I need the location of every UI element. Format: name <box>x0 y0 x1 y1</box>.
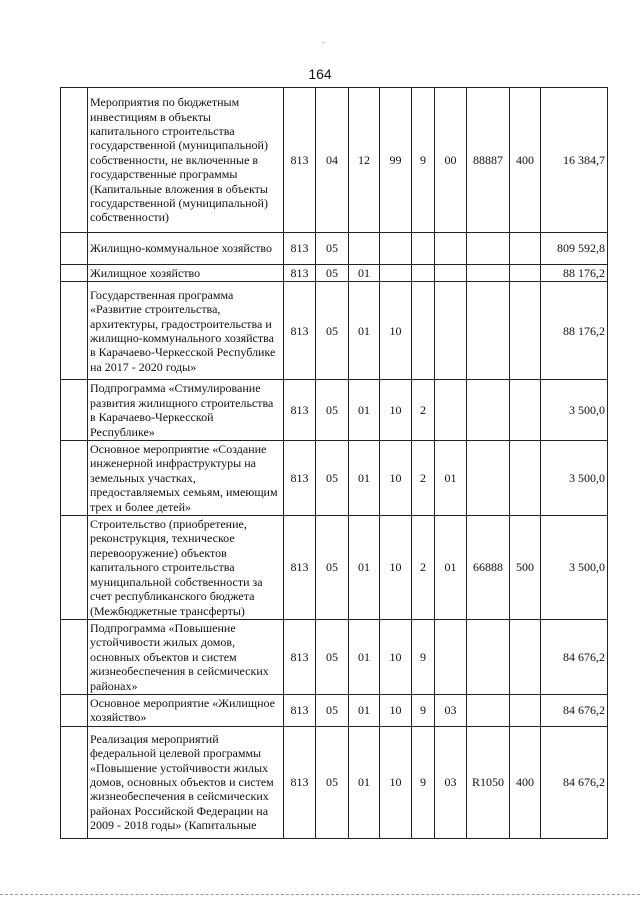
expense-type-cell: 400 <box>510 726 541 838</box>
program-code-cell: 10 <box>380 726 412 838</box>
expense-type-cell: 500 <box>510 516 541 620</box>
subprogram-code-cell <box>412 282 435 380</box>
subprogram-code-cell <box>412 265 435 282</box>
subsection-code-cell: 01 <box>349 726 380 838</box>
expense-type-cell <box>510 233 541 265</box>
direction-code-cell <box>467 619 510 694</box>
program-code-cell: 10 <box>380 282 412 380</box>
amount-cell: 84 676,2 <box>541 694 608 726</box>
section-code-cell: 05 <box>316 516 349 620</box>
row-number-cell <box>61 88 88 233</box>
amount-cell: 84 676,2 <box>541 726 608 838</box>
event-code-cell <box>435 380 467 441</box>
item-name-cell: Государственная программа «Развитие строительства, архитектуры, градостроительства и жилищно-коммунального хозяйства в Карачаево-Черкесской Республике на 2017 - 2020 годы» <box>88 282 284 380</box>
budget-table-body <box>61 88 608 839</box>
direction-code-cell: 66888 <box>467 516 510 620</box>
item-name-cell: Подпрограмма «Повышение устойчивости жилых домов, основных объектов и систем жизнеобеспечения в сейсмических районах» <box>88 619 284 694</box>
subsection-code-cell: 01 <box>349 441 380 516</box>
direction-code-cell <box>467 380 510 441</box>
event-code-cell: 01 <box>435 441 467 516</box>
section-code-cell: 05 <box>316 619 349 694</box>
subprogram-code-cell: 9 <box>412 619 435 694</box>
subsection-code-cell: 01 <box>349 282 380 380</box>
amount-cell: 16 384,7 <box>541 88 608 233</box>
ved-code-cell: 813 <box>284 282 316 380</box>
table-row <box>61 265 608 282</box>
row-number-cell <box>61 265 88 282</box>
ved-code-cell: 813 <box>284 233 316 265</box>
ved-code-cell: 813 <box>284 441 316 516</box>
subprogram-code-cell <box>412 233 435 265</box>
page-number: 164 <box>308 66 332 82</box>
item-name-cell: Мероприятия по бюджетным инвестициям в объекты капитального строительства государственной (муниципальной) собственности, не включенные в государственные программы (Капитальные вложения в объекты государственной (муниципальной) собственности) <box>88 88 284 233</box>
table-row <box>61 233 608 265</box>
direction-code-cell <box>467 441 510 516</box>
subsection-code-cell: 01 <box>349 619 380 694</box>
table-row <box>61 726 608 838</box>
row-number-cell <box>61 516 88 620</box>
expense-type-cell <box>510 380 541 441</box>
event-code-cell <box>435 233 467 265</box>
program-code-cell: 10 <box>380 516 412 620</box>
direction-code-cell: 88887 <box>467 88 510 233</box>
ved-code-cell: 813 <box>284 516 316 620</box>
amount-cell: 809 592,8 <box>541 233 608 265</box>
direction-code-cell <box>467 282 510 380</box>
amount-cell: 88 176,2 <box>541 265 608 282</box>
expense-type-cell <box>510 441 541 516</box>
subprogram-code-cell: 2 <box>412 441 435 516</box>
event-code-cell: 03 <box>435 694 467 726</box>
table-row <box>61 516 608 620</box>
direction-code-cell: R1050 <box>467 726 510 838</box>
amount-cell: 3 500,0 <box>541 441 608 516</box>
row-number-cell <box>61 282 88 380</box>
ved-code-cell: 813 <box>284 726 316 838</box>
event-code-cell: 01 <box>435 516 467 620</box>
event-code-cell <box>435 282 467 380</box>
row-number-cell <box>61 441 88 516</box>
program-code-cell: 99 <box>380 88 412 233</box>
subprogram-code-cell: 2 <box>412 380 435 441</box>
item-name-cell: Основное мероприятие «Создание инженерной инфраструктуры на земельных участках, предоставляемых семьям, имеющим трех и более детей» <box>88 441 284 516</box>
program-code-cell: 10 <box>380 380 412 441</box>
event-code-cell <box>435 265 467 282</box>
event-code-cell: 00 <box>435 88 467 233</box>
table-row <box>61 380 608 441</box>
expense-type-cell <box>510 694 541 726</box>
ved-code-cell: 813 <box>284 694 316 726</box>
table-row <box>61 282 608 380</box>
item-name-cell: Реализация мероприятий федеральной целевой программы «Повышение устойчивости жилых домов, основных объектов и систем жизнеобеспечения в сейсмических районах Российской Федерации на 2009 - 2018 годы» (Капитальные <box>88 726 284 838</box>
section-code-cell: 04 <box>316 88 349 233</box>
subsection-code-cell: 12 <box>349 88 380 233</box>
expense-type-cell <box>510 265 541 282</box>
program-code-cell: 10 <box>380 694 412 726</box>
item-name-cell: Основное мероприятие «Жилищное хозяйство» <box>88 694 284 726</box>
subprogram-code-cell: 9 <box>412 726 435 838</box>
direction-code-cell <box>467 233 510 265</box>
table-row <box>61 441 608 516</box>
subprogram-code-cell: 2 <box>412 516 435 620</box>
ved-code-cell: 813 <box>284 88 316 233</box>
amount-cell: 84 676,2 <box>541 619 608 694</box>
direction-code-cell <box>467 265 510 282</box>
section-code-cell: 05 <box>316 282 349 380</box>
program-code-cell: 10 <box>380 619 412 694</box>
section-code-cell: 05 <box>316 265 349 282</box>
budget-table <box>60 87 608 839</box>
expense-type-cell <box>510 619 541 694</box>
event-code-cell: 03 <box>435 726 467 838</box>
program-code-cell <box>380 233 412 265</box>
section-code-cell: 05 <box>316 441 349 516</box>
ved-code-cell: 813 <box>284 265 316 282</box>
section-code-cell: 05 <box>316 694 349 726</box>
amount-cell: 88 176,2 <box>541 282 608 380</box>
subsection-code-cell: 01 <box>349 516 380 620</box>
subsection-code-cell: 01 <box>349 265 380 282</box>
subprogram-code-cell: 9 <box>412 88 435 233</box>
table-row <box>61 619 608 694</box>
table-row <box>61 88 608 233</box>
subsection-code-cell: 01 <box>349 380 380 441</box>
section-code-cell: 05 <box>316 726 349 838</box>
expense-type-cell: 400 <box>510 88 541 233</box>
item-name-cell: Жилищное хозяйство <box>88 265 284 282</box>
scan-mark: - <box>322 38 325 47</box>
row-number-cell <box>61 233 88 265</box>
amount-cell: 3 500,0 <box>541 380 608 441</box>
section-code-cell: 05 <box>316 380 349 441</box>
ved-code-cell: 813 <box>284 380 316 441</box>
subsection-code-cell: 01 <box>349 694 380 726</box>
bottom-divider <box>0 894 640 895</box>
row-number-cell <box>61 380 88 441</box>
program-code-cell <box>380 265 412 282</box>
direction-code-cell <box>467 694 510 726</box>
item-name-cell: Жилищно-коммунальное хозяйство <box>88 233 284 265</box>
item-name-cell: Строительство (приобретение, реконструкция, техническое перевооружение) объектов капитального строительства муниципальной собственности за счет республиканского бюджета (Межбюджетные трансферты) <box>88 516 284 620</box>
table-row <box>61 694 608 726</box>
subsection-code-cell <box>349 233 380 265</box>
row-number-cell <box>61 726 88 838</box>
row-number-cell <box>61 694 88 726</box>
section-code-cell: 05 <box>316 233 349 265</box>
event-code-cell <box>435 619 467 694</box>
row-number-cell <box>61 619 88 694</box>
program-code-cell: 10 <box>380 441 412 516</box>
expense-type-cell <box>510 282 541 380</box>
ved-code-cell: 813 <box>284 619 316 694</box>
subprogram-code-cell: 9 <box>412 694 435 726</box>
item-name-cell: Подпрограмма «Стимулирование развития жилищного строительства в Карачаево-Черкесской Республике» <box>88 380 284 441</box>
amount-cell: 3 500,0 <box>541 516 608 620</box>
